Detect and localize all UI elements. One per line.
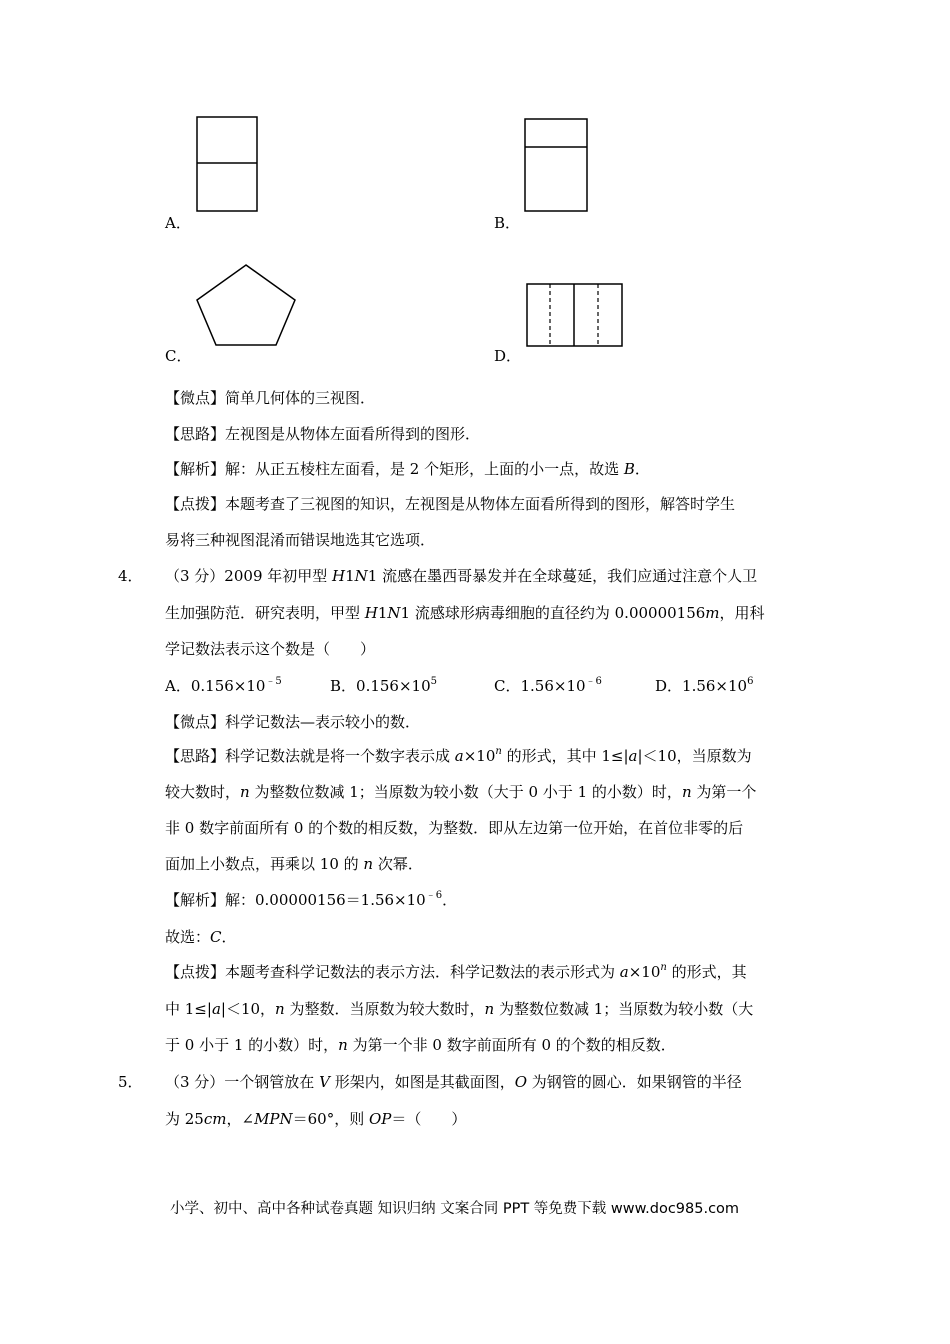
option-c-figure	[193, 262, 299, 348]
q4-guxuan: 故选：C．	[165, 928, 237, 946]
q4-silu-line2: 较大数时，n 为整数位数减 1；当原数为较小数（大于 0 小于 1 的小数）时，n 为第一个	[165, 783, 757, 801]
q4-silu-line4: 面加上小数点，再乘以 10 的 n 次幂．	[165, 855, 423, 873]
option-d-figure	[525, 282, 625, 348]
page-footer: 小学、初中、高中各种试卷真题 知识归纳 文案合同 PPT 等免费下载 www.doc985.com	[170, 1201, 740, 1217]
option-a-figure	[195, 115, 259, 213]
q5-stem-line2: 为 25cm，∠MPN＝60°，则 OP＝（ ）	[165, 1110, 467, 1128]
q3-dianbo-line1: 【点拨】本题考查了三视图的知识，左视图是从物体左面看所得到的图形，解答时学生	[165, 495, 736, 513]
q4-dianbo-line1: 【点拨】本题考查科学记数法的表示方法．科学记数法的表示形式为 $a\times 10^n$ 的形式，其	[165, 962, 747, 981]
q4-stem-line3: 学记数法表示这个数是（ ）	[165, 640, 376, 658]
q3-weidian: 【微点】简单几何体的三视图．	[165, 389, 376, 407]
q4-choice-a: A．$0.156\times 10^{﹣5}$	[165, 676, 282, 695]
q4-choice-d: D．$1.56\times 10^6$	[655, 676, 754, 695]
option-b-label: B．	[494, 214, 521, 232]
q4-silu-line1: 【思路】科学记数法就是将一个数字表示成 $a\times 10^n$ 的形式，其中 1≤|a|＜10，当原数为	[165, 746, 752, 765]
option-a-label: A．	[165, 214, 191, 232]
q4-jiexi: 【解析】解：$0.00000156=1.56\times 10^{﹣6}$．	[165, 890, 458, 909]
q4-number: 4．	[118, 567, 143, 585]
q4-dianbo-line2: 中 1≤|a|＜10，n 为整数．当原数为较大数时，n 为整数位数减 1；当原数为较小数（大	[165, 1000, 754, 1018]
q5-stem-line1: （3 分）一个钢管放在 V 形架内，如图是其截面图，O 为钢管的圆心．如果钢管的半径	[165, 1073, 742, 1091]
q4-stem-line2: 生加强防范．研究表明，甲型 H1N1 流感球形病毒细胞的直径约为 0.00000156m，用科	[165, 604, 765, 622]
q4-choice-c: C．$1.56\times 10^{﹣6}$	[494, 676, 602, 695]
option-b-figure	[523, 117, 589, 213]
q5-number: 5．	[118, 1073, 143, 1091]
q3-jiexi: 【解析】解：从正五棱柱左面看，是 2 个矩形，上面的小一点，故选 B．	[165, 460, 650, 478]
q3-silu: 【思路】左视图是从物体左面看所得到的图形．	[165, 425, 481, 443]
option-d-label: D．	[494, 347, 522, 365]
q4-stem-line1: （3 分）2009 年初甲型 H1N1 流感在墨西哥暴发并在全球蔓延，我们应通过注意个人卫	[165, 567, 758, 585]
q4-weidian: 【微点】科学记数法—表示较小的数．	[165, 713, 421, 731]
q4-silu-line3: 非 0 数字前面所有 0 的个数的相反数，为整数．即从左边第一位开始，在首位非零的后	[165, 819, 744, 837]
q4-dianbo-line3: 于 0 小于 1 的小数）时，n 为第一个非 0 数字前面所有 0 的个数的相反数．	[165, 1036, 676, 1054]
option-c-label: C．	[165, 347, 192, 365]
q3-dianbo-line2: 易将三种视图混淆而错误地选其它选项．	[165, 531, 436, 549]
q4-choice-b: B．$0.156\times 10^5$	[330, 676, 437, 695]
